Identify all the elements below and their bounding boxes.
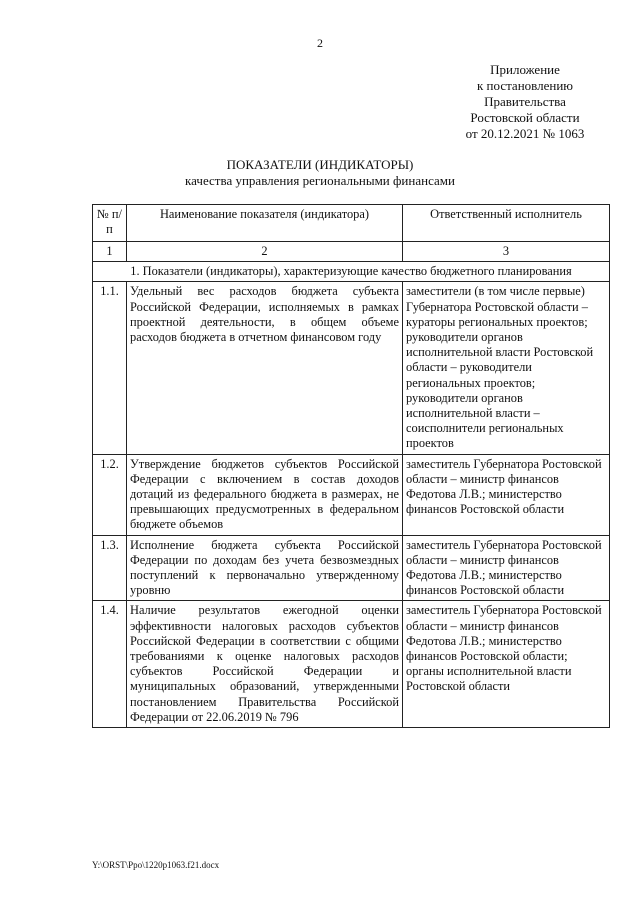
- section-title: 1. Показатели (индикаторы), характеризующие качество бюджетного планирования: [93, 262, 610, 282]
- page-number: 2: [317, 36, 323, 50]
- table-header-row: [93, 205, 610, 242]
- header-resp: Ответственный исполнитель: [403, 205, 610, 242]
- table-row: [93, 535, 610, 601]
- row-num: 1.4.: [93, 601, 127, 728]
- indicators-table: [92, 204, 610, 728]
- header-name: Наименование показателя (индикатора): [127, 205, 403, 242]
- column-numbers-row: [93, 242, 610, 262]
- row-resp: заместитель Губернатора Ростовской области – министр финансов Федотова Л.В.; министерство финансов Ростовской области: [403, 454, 610, 535]
- appendix-block: [430, 62, 620, 142]
- row-num: 1.1.: [93, 282, 127, 454]
- title-main: ПОКАЗАТЕЛИ (ИНДИКАТОРЫ): [226, 157, 414, 172]
- row-name: Утверждение бюджетов субъектов Российской Федерации с включением в состав доходов дотаций из федерального бюджета в размерах, не превышающих предусмотренных в федеральном бюджете объемов: [127, 454, 403, 535]
- col-number: 1: [93, 242, 127, 262]
- row-resp: заместитель Губернатора Ростовской области – министр финансов Федотова Л.В.; министерство финансов Ростовской области; органы исполнительной власти Ростовской области: [403, 601, 610, 728]
- appendix-line: от 20.12.2021 № 1063: [465, 126, 585, 141]
- header-num: № п/п: [93, 205, 127, 242]
- table-row: [93, 601, 610, 728]
- col-number: 3: [403, 242, 610, 262]
- file-path-footer: Y:\ORST\Ppo\1220p1063.f21.docx: [92, 860, 220, 870]
- row-num: 1.2.: [93, 454, 127, 535]
- section-row: [93, 262, 610, 282]
- appendix-line: Приложение: [490, 62, 560, 77]
- row-name: Удельный вес расходов бюджета субъекта Российской Федерации, исполняемых в рамках проектной деятельности, в общем объеме расходов бюджета в отчетном финансовом году: [127, 282, 403, 454]
- row-name: Исполнение бюджета субъекта Российской Федерации по доходам без учета безвозмездных поступлений к первоначально утвержденному уровню: [127, 535, 403, 601]
- table-row: [93, 454, 610, 535]
- appendix-line: Ростовской области: [470, 110, 580, 125]
- appendix-line: к постановлению: [476, 78, 574, 93]
- title-sub: качества управления региональными финансами: [185, 173, 455, 188]
- appendix-line: Правительства: [484, 94, 566, 109]
- document-title: [0, 157, 640, 189]
- row-resp: заместители (в том числе первые) Губернатора Ростовской области – кураторы региональных проектов; руководители органов исполнительной власти Ростовской области – руководители региональных проектов; руководители органов исполнительной власти – соисполнители региональных проектов: [403, 282, 610, 454]
- row-name: Наличие результатов ежегодной оценки эффективности налоговых расходов субъектов Российской Федерации в соответствии с общими требованиями к оценке налоговых расходов субъектов Российской Федерации и муниципальных образований, утвержденными постановлением Правительства Российской Федерации от 22.06.2019 № 796: [127, 601, 403, 728]
- row-resp: заместитель Губернатора Ростовской области – министр финансов Федотова Л.В.; министерство финансов Ростовской области: [403, 535, 610, 601]
- table-row: [93, 282, 610, 454]
- row-num: 1.3.: [93, 535, 127, 601]
- col-number: 2: [127, 242, 403, 262]
